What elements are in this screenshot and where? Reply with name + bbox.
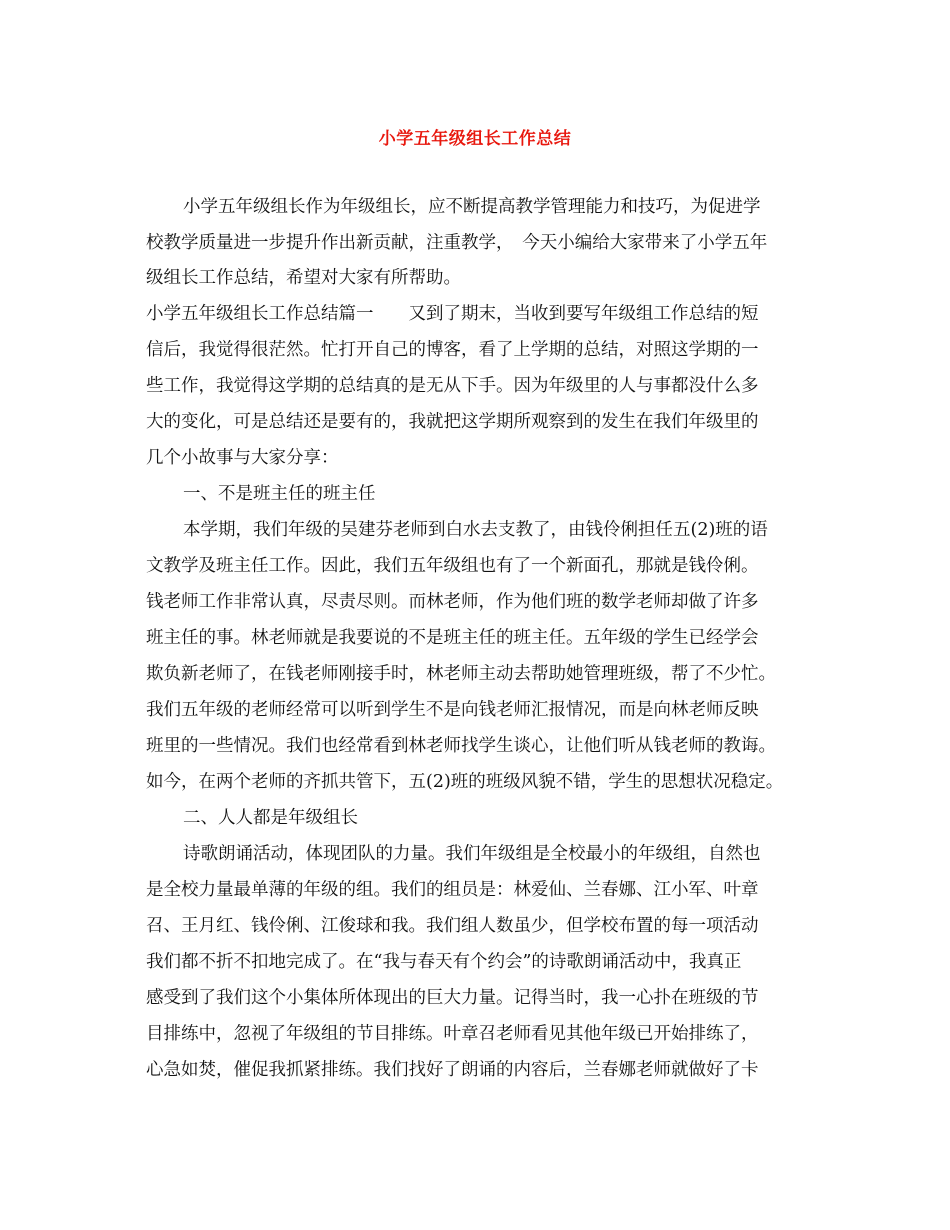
- paragraph-line: 是全校力量最单薄的年级的组。我们的组员是：林爱仙、兰春娜、江小军、叶章: [146, 880, 759, 900]
- paragraph-line: 小学五年级组长作为年级组长，应不断提高教学管理能力和技巧，为促进学: [183, 197, 761, 217]
- paragraph-line: 小学五年级组长工作总结篇一 又到了期末，当收到要写年级组工作总结的短: [146, 304, 759, 324]
- paragraph-line: 我们都不折不扣地完成了。在“我与春天有个约会”的诗歌朗诵活动中，我真正: [146, 952, 742, 972]
- paragraph-line: 级组长工作总结，希望对大家有所帮助。: [146, 268, 461, 288]
- paragraph-line: 校教学质量进一步提升作出新贡献，注重教学， 今天小编给大家带来了小学五年: [146, 233, 768, 253]
- paragraph-line: 感受到了我们这个小集体所体现出的巨大力量。记得当时，我一心扑在班级的节: [146, 988, 759, 1008]
- paragraph-line: 几个小故事与大家分享：: [146, 448, 339, 468]
- section-heading: 一、不是班主任的班主任: [183, 484, 376, 504]
- paragraph-line: 本学期，我们年级的吴建芬老师到白水去支教了，由钱伶俐担任五(2)班的语: [183, 520, 768, 540]
- paragraph-line: 心急如焚，催促我抓紧排练。我们找好了朗诵的内容后，兰春娜老师就做好了卡: [146, 1060, 759, 1080]
- paragraph-line: 诗歌朗诵活动，体现团队的力量。我们年级组是全校最小的年级组，自然也: [183, 844, 761, 864]
- paragraph-line: 目排练中，忽视了年级组的节目排练。叶章召老师看见其他年级已开始排练了，: [146, 1024, 759, 1044]
- paragraph-line: 班里的一些情况。我们也经常看到林老师找学生谈心，让他们听从钱老师的教诲。: [146, 736, 776, 756]
- paragraph-line: 些工作，我觉得这学期的总结真的是无从下手。因为年级里的人与事都没什么多: [146, 376, 759, 396]
- paragraph-line: 大的变化，可是总结还是要有的，我就把这学期所观察到的发生在我们年级里的: [146, 412, 759, 432]
- paragraph-line: 信后，我觉得很茫然。忙打开自己的博客，看了上学期的总结，对照这学期的一: [146, 340, 759, 360]
- paragraph-line: 如今，在两个老师的齐抓共管下，五(2)班的班级风貌不错，学生的思想状况稳定。: [146, 772, 784, 792]
- document-title: 小学五年级组长工作总结: [378, 129, 572, 149]
- paragraph-line: 欺负新老师了，在钱老师刚接手时，林老师主动去帮助她管理班级，帮了不少忙。: [146, 664, 776, 684]
- paragraph-line: 班主任的事。林老师就是我要说的不是班主任的班主任。五年级的学生已经学会: [146, 628, 759, 648]
- section-heading: 二、人人都是年级组长: [183, 808, 358, 828]
- paragraph-line: 钱老师工作非常认真，尽责尽则。而林老师，作为他们班的数学老师却做了许多: [146, 592, 759, 612]
- paragraph-line: 召、王月红、钱伶俐、江俊球和我。我们组人数虽少，但学校布置的每一项活动: [146, 916, 759, 936]
- paragraph-line: 文教学及班主任工作。因此，我们五年级组也有了一个新面孔，那就是钱伶俐。: [146, 556, 759, 576]
- paragraph-line: 我们五年级的老师经常可以听到学生不是向钱老师汇报情况，而是向林老师反映: [146, 700, 759, 720]
